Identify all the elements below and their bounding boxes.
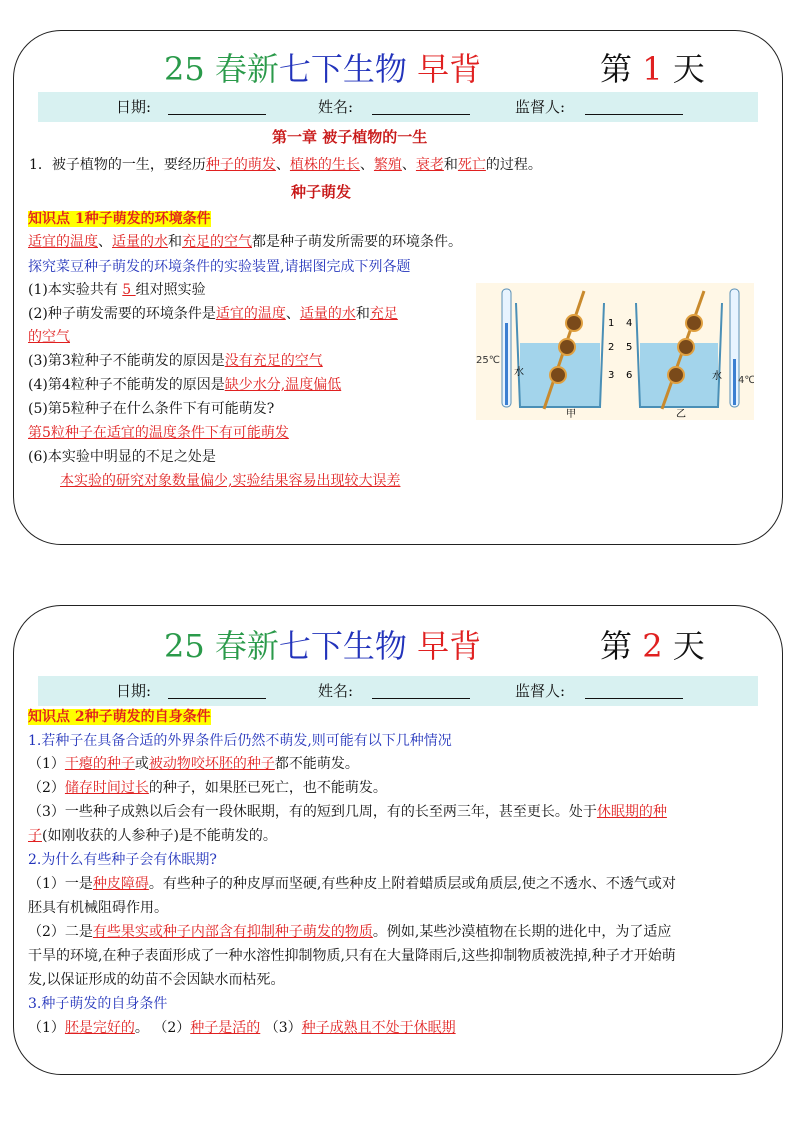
supervisor-label: 监督人:: [515, 98, 566, 116]
day-label: 第 2 天: [600, 627, 705, 665]
temp-right-label: 4℃: [738, 375, 754, 386]
seed-icon: [550, 367, 566, 383]
para-4-cont: 胚具有机械阻碍作用。: [28, 900, 168, 916]
seed-label: 2: [608, 342, 615, 353]
seed-label: 6: [626, 370, 633, 381]
beaker-diagram: [476, 283, 754, 420]
line-1: 1．被子植物的一生，要经历种子的萌发、植株的生长、繁殖、衰老和死亡的过程。: [29, 157, 542, 173]
question-5: (5)第5粒种子在什么条件下有可能萌发?: [28, 401, 275, 417]
seed-label: 5: [626, 342, 633, 353]
temp-left-label: 25℃: [476, 355, 500, 366]
para-2: （2）储存时间过长的种子，如果胚已死亡，也不能萌发。: [28, 780, 387, 796]
para-4: （1）一是种皮障碍。有些种子的种皮厚而坚硬,有些种皮上附着蜡质层或角质层,使之不透水、不透气或对: [28, 876, 676, 892]
answer-6: 本实验的研究对象数量偏少,实验结果容易出现较大误差: [60, 473, 401, 489]
card-title: [14, 41, 782, 97]
para-3: （3）一些种子成熟以后会有一段休眠期，有的短到几周，有的长至两三年，甚至更长。处于休眠期的种: [28, 804, 667, 820]
heading-3: 3.种子萌发的自身条件: [28, 996, 168, 1012]
seed-icon: [686, 315, 702, 331]
title-part: 25 春新: [164, 627, 279, 665]
question-6: (6)本实验中明显的不足之处是: [28, 449, 216, 465]
explore-heading: 探究菜豆种子萌发的环境条件的实验装置,请据图完成下列各题: [28, 259, 411, 275]
supervisor-field[interactable]: [585, 114, 683, 115]
question-3: (3)第3粒种子不能萌发的原因是没有充足的空气: [28, 353, 323, 369]
jar-b-label: 乙: [676, 409, 686, 420]
title-part: 七下生物: [278, 50, 407, 88]
title-part: 25 春新: [164, 50, 279, 88]
day-label: 第 1 天: [600, 50, 705, 88]
experiment-figure: [476, 283, 754, 420]
seed-icon: [566, 315, 582, 331]
question-4: (4)第4粒种子不能萌发的原因是缺少水分,温度偏低: [28, 377, 342, 393]
section-title: 种子萌发: [291, 183, 352, 201]
seed-icon: [668, 367, 684, 383]
seed-label: 3: [608, 370, 615, 381]
para-5-line-2: 干旱的环境,在种子表面形成了一种水溶性抑制物质,只有在大量降雨后,这些抑制物质被洗掉,种子才开始萌: [28, 948, 676, 964]
title-part: 早背: [417, 627, 482, 665]
knowledge-heading: 知识点 1种子萌发的环境条件: [28, 211, 211, 227]
seed-icon: [678, 339, 694, 355]
info-bar: [38, 92, 758, 122]
supervisor-label: 监督人:: [515, 682, 566, 700]
day-2-card: [13, 605, 783, 1075]
title-part: 七下生物: [278, 627, 407, 665]
water-label: 水: [712, 371, 722, 382]
name-label: 姓名:: [318, 682, 354, 700]
name-field[interactable]: [372, 698, 470, 699]
answer-5: 第5粒种子在适宜的温度条件下有可能萌发: [28, 425, 289, 441]
para-3-cont: 子(如刚收获的人参种子)是不能萌发的。: [28, 828, 277, 844]
para-5: （2）二是有些果实或种子内部含有抑制种子萌发的物质。例如,某些沙漠植物在长期的进化中，为了适应: [28, 924, 672, 940]
supervisor-field[interactable]: [585, 698, 683, 699]
question-2-cont: 的空气: [28, 329, 70, 345]
name-label: 姓名:: [318, 98, 354, 116]
question-1: (1)本实验共有 5 组对照实验: [28, 282, 206, 298]
title-part: 早背: [417, 50, 482, 88]
card-title: [14, 618, 782, 674]
date-field[interactable]: [168, 698, 266, 699]
para-5-line-3: 发,以保证形成的幼苗不会因缺水而枯死。: [28, 972, 285, 988]
chapter-title: 第一章 被子植物的一生: [272, 128, 428, 146]
para-1: （1）干瘪的种子或被动物咬坏胚的种子都不能萌发。: [28, 756, 359, 772]
info-bar: [38, 676, 758, 706]
knowledge-heading: 知识点 2种子萌发的自身条件: [28, 709, 211, 725]
question-2: (2)种子萌发需要的环境条件是适宜的温度、适量的水和充足: [28, 306, 398, 322]
water-label: 水: [514, 367, 524, 378]
env-line: 适宜的温度、适量的水和充足的空气都是种子萌发所需要的环境条件。: [28, 234, 462, 250]
heading-1: 1.若种子在具备合适的外界条件后仍然不萌发,则可能有以下几种情况: [28, 733, 452, 749]
para-6: （1）胚是完好的。 （2）种子是活的 （3）种子成熟且不处于休眠期: [28, 1020, 456, 1036]
seed-icon: [559, 339, 575, 355]
heading-2: 2.为什么有些种子会有休眠期?: [28, 852, 217, 868]
seed-label: 1: [608, 318, 615, 329]
jar-a-label: 甲: [566, 409, 576, 420]
seed-label: 4: [626, 318, 633, 329]
name-field[interactable]: [372, 114, 470, 115]
date-field[interactable]: [168, 114, 266, 115]
date-label: 日期:: [116, 682, 152, 700]
date-label: 日期:: [116, 98, 152, 116]
